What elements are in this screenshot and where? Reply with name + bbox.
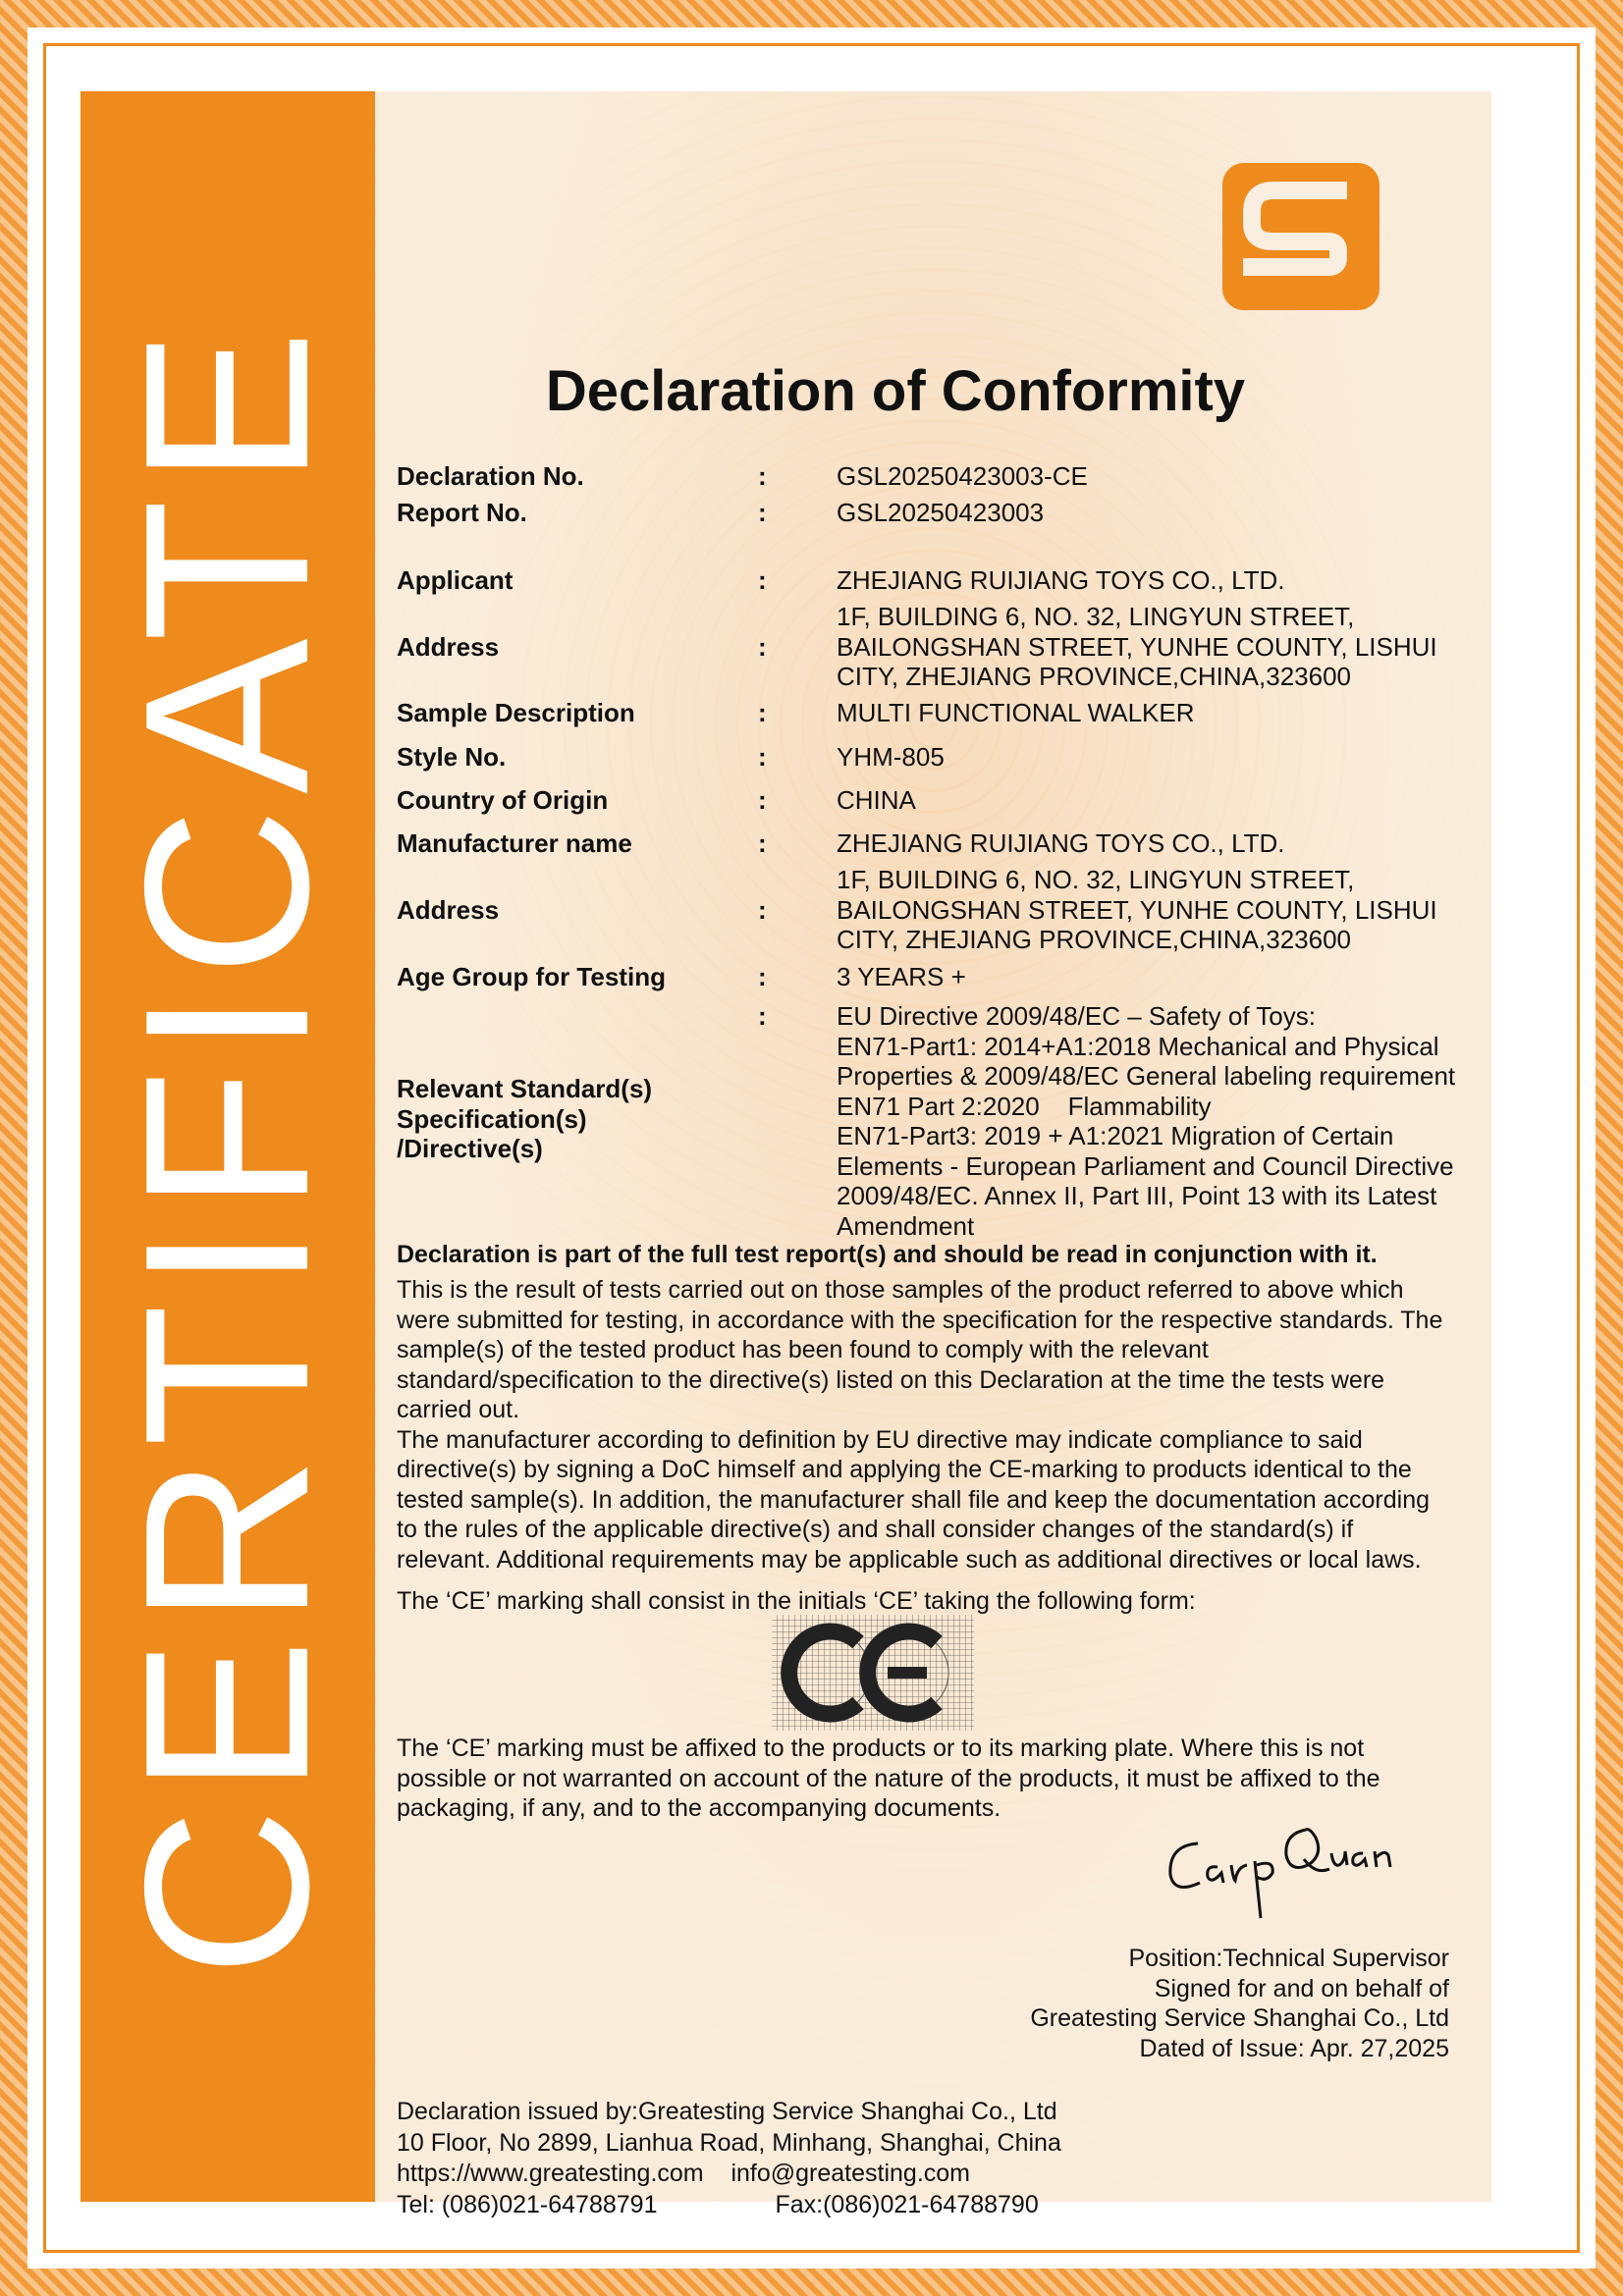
colon: : [758,565,767,595]
standards-label: Relevant Standard(s) Specification(s) /Directive(s) [397,1074,653,1163]
sample-description-label: Sample Description [397,698,635,727]
declaration-no-value: GSL20250423003-CE [837,461,1088,491]
applicant-label: Applicant [397,565,514,595]
colon: : [758,1001,767,1031]
affix-text: The ‘CE’ marking must be affixed to the products or to its marking plate. Where this is not possible or not warranted on account of the nature of the products, it must be affixed to the packaging, if any, and to the accompanying documents. [397,1735,1380,1822]
position: Position:Technical Supervisor [1128,1945,1449,1972]
country-label: Country of Origin [397,785,609,815]
greatesting-logo-icon [1222,163,1380,310]
declaration-no-label: Declaration No. [397,461,584,491]
colon: : [758,828,767,858]
issue-date: Dated of Issue: Apr. 27,2025 [1139,2034,1449,2062]
applicant-address-value: 1F, BUILDING 6, NO. 32, LINGYUN STREET, BAILONGSHAN STREET, YUNHE COUNTY, LISHUI CITY, ZHEJIANG PROVINCE,CHINA,323600 [837,602,1437,691]
signature-image [1149,1816,1404,1924]
colon: : [758,461,767,491]
side-banner-text: CERTIFICATE [97,315,357,1978]
manufacturer-value: ZHEJIANG RUIJIANG TOYS CO., LTD. [837,828,1285,858]
issuer-info: Declaration issued by:Greatesting Service Shanghai Co., Ltd 10 Floor, No 2899, Lianhua Road, Minhang, Shanghai, China https://www.greatesting.com info@greatesting.com Tel: (086)021-64788791 Fax:(086)021-64788790 [397,2098,1061,2218]
colon: : [758,895,767,925]
applicant-value: ZHEJIANG RUIJIANG TOYS CO., LTD. [837,565,1285,595]
fax: Fax:(086)021-64788790 [775,2190,1039,2218]
body-text: This is the result of tests carried out on those samples of the product referred to above which were submitted for testing, in accordance with the specification for the respective standards. The sample(s) of the tested product has been found to comply with the relevant standard/specification to the directive(s) listed on this Declaration at the time the tests were carried out. The manufacturer according to definition by EU directive may indicate compliance to said directive(s) by signing a DoC himself and applying the CE-marking to products identical to the tested sample(s). In addition, the manufacturer shall file and keep the documentation according to the rules of the applicable directive(s) and shall consider changes of the standard(s) if relevant. Additional requirements may be applicable such as additional directives or local laws. [397,1276,1443,1574]
manufacturer-label: Manufacturer name [397,828,632,858]
standards-value: EU Directive 2009/48/EC – Safety of Toys: EN71-Part1: 2014+A1:2018 Mechanical and Physical Properties & 2009/48/EC General labeling requirement EN71 Part 2:2020 Flammability EN71-Part3: 2019 + A1:2021 Migration of Certain Elements - European Parliament and Council Directive 2009/48/EC. Annex II, Part III, Point 13 with its Latest Amendment [837,1001,1456,1241]
document-title: Declaration of Conformity [545,359,1246,423]
declaration-note: Declaration is part of the full test report(s) and should be read in conjunction with it. [397,1241,1378,1268]
telephone: Tel: (086)021-64788791 [397,2190,658,2218]
age-group-label: Age Group for Testing [397,962,666,991]
age-group-value: 3 YEARS + [837,962,966,991]
country-value: CHINA [837,785,916,815]
report-no-value: GSL20250423003 [837,498,1045,527]
style-no-value: YHM-805 [837,742,945,772]
sample-description-value: MULTI FUNCTIONAL WALKER [837,698,1195,727]
colon: : [758,632,767,662]
website-link[interactable]: https://www.greatesting.com [397,2160,704,2187]
manufacturer-address-label: Address [397,895,500,925]
colon: : [758,785,767,815]
style-no-label: Style No. [397,742,507,772]
ce-mark-icon [772,1615,974,1731]
manufacturer-address-value: 1F, BUILDING 6, NO. 32, LINGYUN STREET, BAILONGSHAN STREET, YUNHE COUNTY, LISHUI CITY, ZHEJIANG PROVINCE,CHINA,323600 [837,865,1437,954]
colon: : [758,962,767,991]
ce-intro: The ‘CE’ marking shall consist in the initials ‘CE’ taking the following form: [397,1587,1196,1615]
applicant-address-label: Address [397,632,500,662]
colon: : [758,742,767,772]
signature-block: Position:Technical Supervisor Signed for and on behalf of Greatesting Service Shanghai Co., Ltd Dated of Issue: Apr. 27,2025 [943,1944,1449,2063]
colon: : [758,498,767,527]
email-link[interactable]: info@greatesting.com [730,2160,970,2187]
colon: : [758,698,767,727]
report-no-label: Report No. [397,498,527,527]
